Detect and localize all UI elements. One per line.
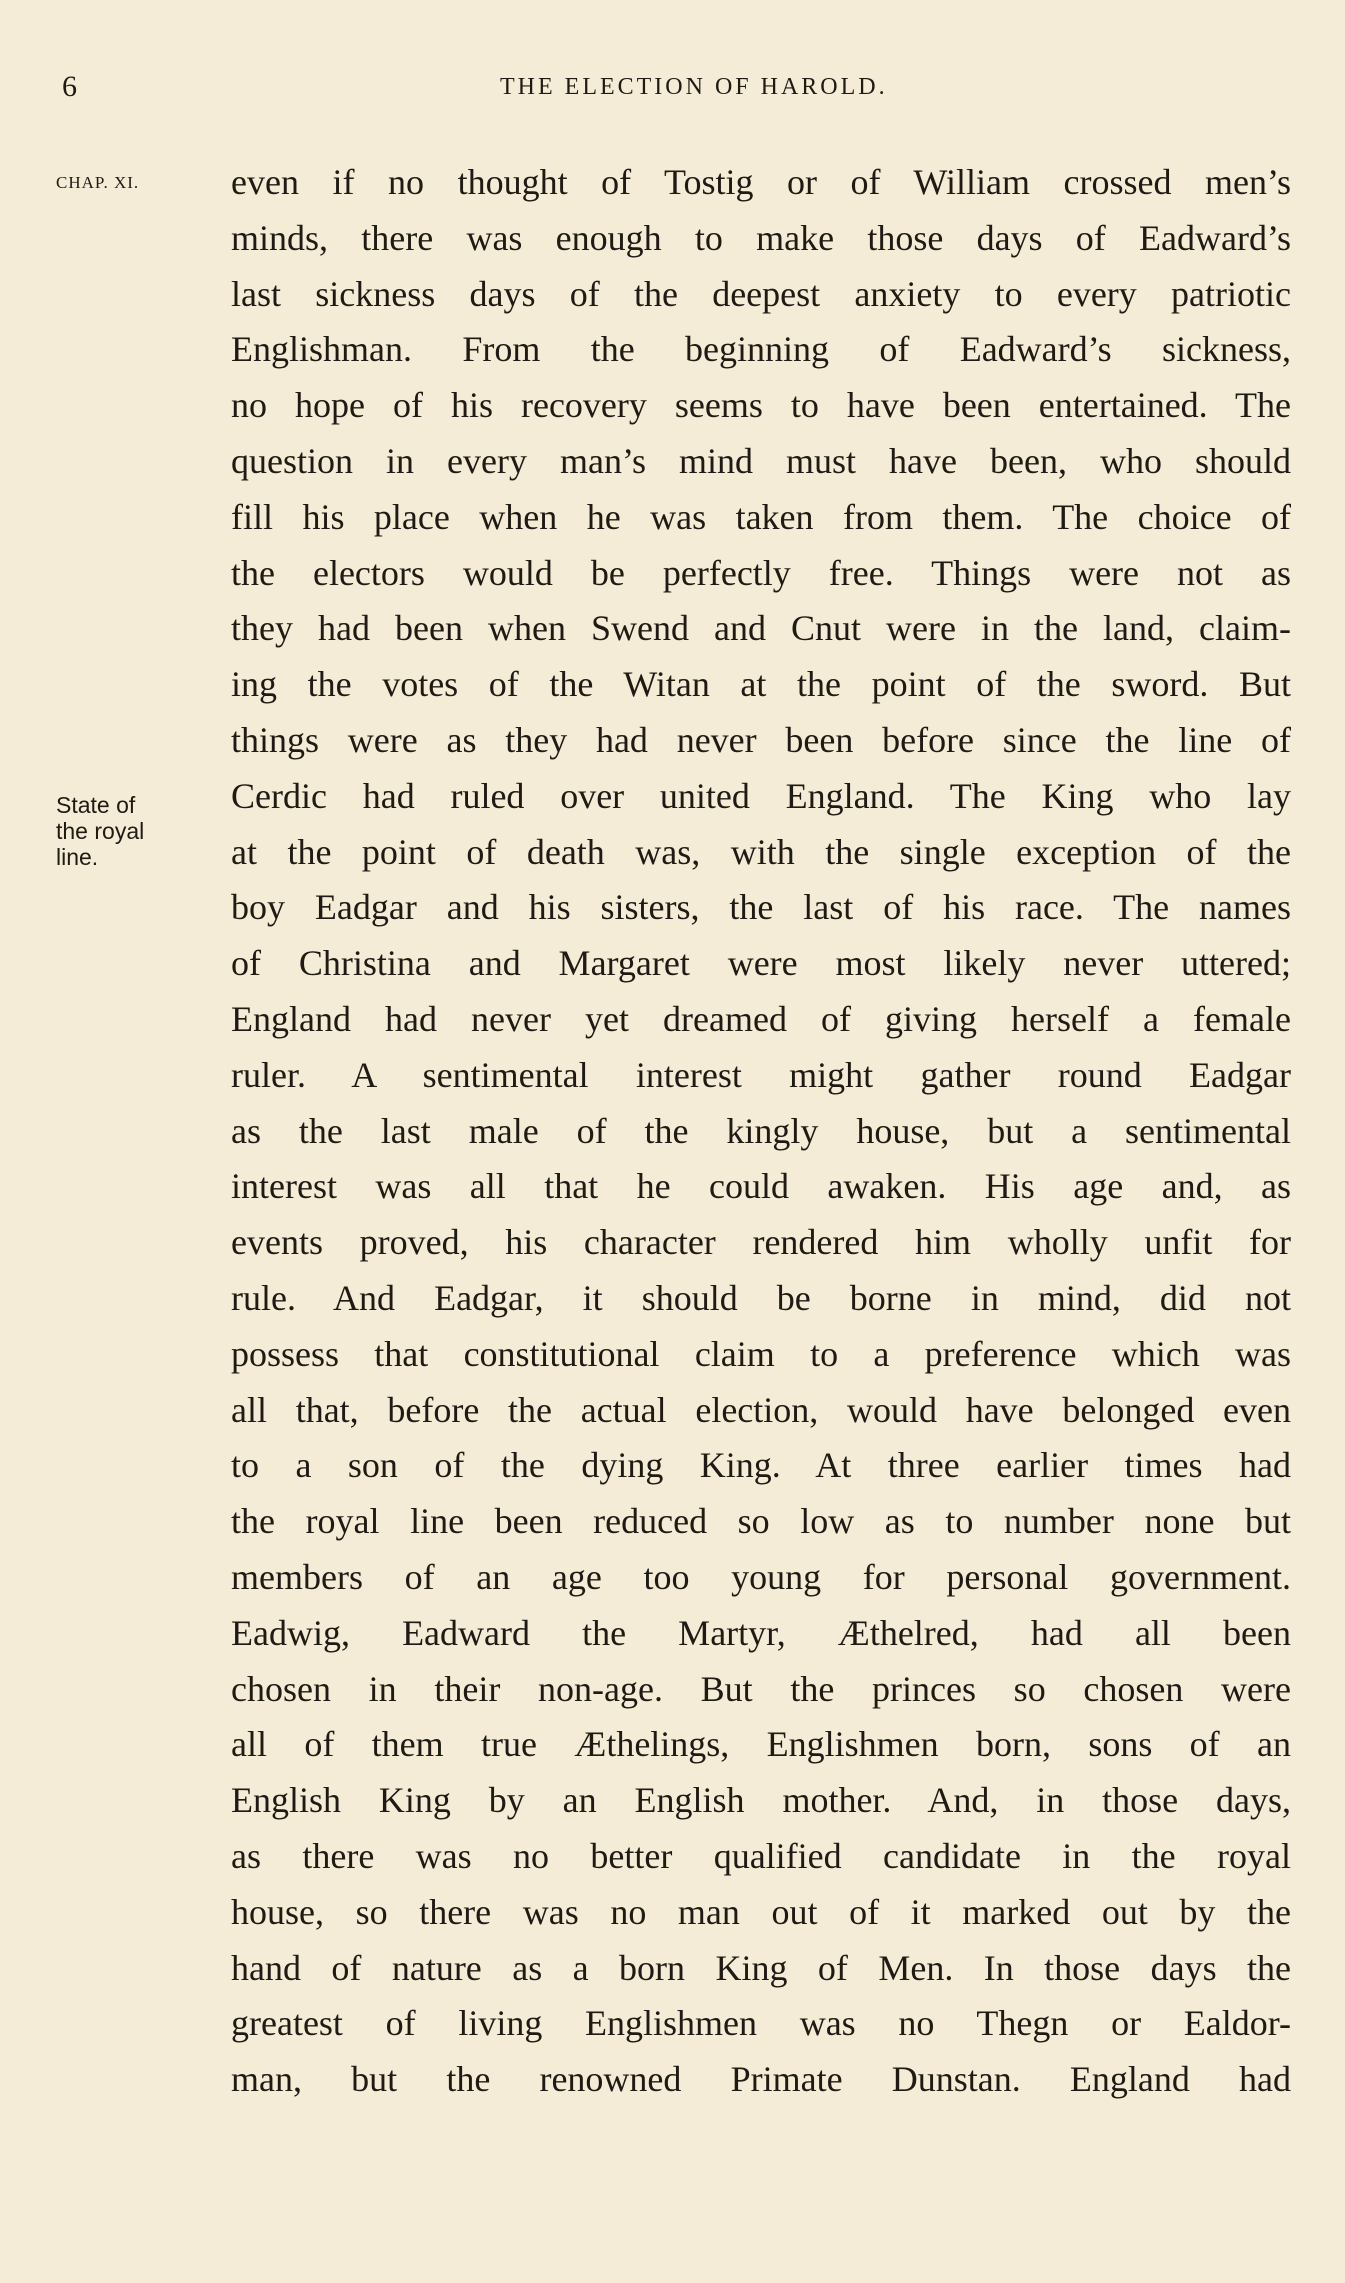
text-line: no hope of his recovery seems to have been entertained. The: [231, 385, 1291, 426]
text-line: question in every man’s mind must have been, who should: [231, 440, 1291, 481]
text-line: boy Eadgar and his sisters, the last of his race. The names: [231, 887, 1291, 928]
side-note-line: line.: [56, 844, 99, 870]
side-note-line: the royal: [56, 818, 145, 844]
text-line: England had never yet dreamed of giving herself a female: [231, 998, 1291, 1039]
text-line: as there was no better qualified candidate in the royal: [231, 1835, 1291, 1876]
side-note: [56, 792, 186, 870]
page-number: 6: [62, 70, 77, 103]
text-line: Eadwig, Eadward the Martyr, Æthelred, had all been: [231, 1612, 1291, 1653]
chapter-label: CHAP. XI.: [56, 173, 140, 192]
text-line: house, so there was no man out of it marked out by the: [231, 1891, 1291, 1932]
text-line: greatest of living Englishmen was no Thegn or Ealdor-: [231, 2003, 1291, 2044]
text-line: of Christina and Margaret were most likely never uttered;: [231, 943, 1291, 984]
text-line: possess that constitutional claim to a preference which was: [231, 1333, 1291, 1374]
text-line: Cerdic had ruled over united England. The King who lay: [231, 775, 1291, 816]
text-line: the royal line been reduced so low as to number none but: [231, 1501, 1291, 1542]
body-text: [231, 155, 1291, 2108]
text-line: English King by an English mother. And, in those days,: [231, 1780, 1291, 1821]
text-line: they had been when Swend and Cnut were in the land, claim-: [231, 608, 1291, 649]
text-line: hand of nature as a born King of Men. In those days the: [231, 1947, 1291, 1988]
text-line: the electors would be perfectly free. Things were not as: [231, 552, 1291, 593]
text-line: things were as they had never been before since the line of: [231, 719, 1291, 760]
text-line: last sickness days of the deepest anxiety to every patriotic: [231, 273, 1291, 314]
text-line: ing the votes of the Witan at the point of the sword. But: [231, 664, 1291, 705]
text-line: ruler. A sentimental interest might gather round Eadgar: [231, 1054, 1291, 1095]
text-line: at the point of death was, with the single exception of the: [231, 831, 1291, 872]
text-line: all of them true Æthelings, Englishmen born, sons of an: [231, 1724, 1291, 1765]
text-line: members of an age too young for personal government.: [231, 1556, 1291, 1597]
text-line: rule. And Eadgar, it should be borne in mind, did not: [231, 1277, 1291, 1318]
text-line: minds, there was enough to make those days of Eadward’s: [231, 217, 1291, 258]
text-line: even if no thought of Tostig or of William crossed men’s: [231, 162, 1291, 202]
text-line: man, but the renowned Primate Dunstan. England had: [231, 2059, 1291, 2100]
text-line: as the last male of the kingly house, but a sentimental: [231, 1110, 1291, 1151]
text-line: Englishman. From the beginning of Eadward’s sickness,: [231, 329, 1291, 370]
side-note-line: State of: [56, 792, 136, 818]
page-header: [0, 70, 1345, 120]
text-line: fill his place when he was taken from them. The choice of: [231, 496, 1291, 537]
text-line: chosen in their non-age. But the princes so chosen were: [231, 1668, 1291, 1709]
text-line: to a son of the dying King. At three earlier times had: [231, 1445, 1291, 1486]
text-line: all that, before the actual election, would have belonged even: [231, 1389, 1291, 1430]
text-line: interest was all that he could awaken. His age and, as: [231, 1166, 1291, 1207]
running-head: THE ELECTION OF HAROLD.: [500, 74, 888, 100]
text-line: events proved, his character rendered him wholly unfit for: [231, 1222, 1291, 1263]
